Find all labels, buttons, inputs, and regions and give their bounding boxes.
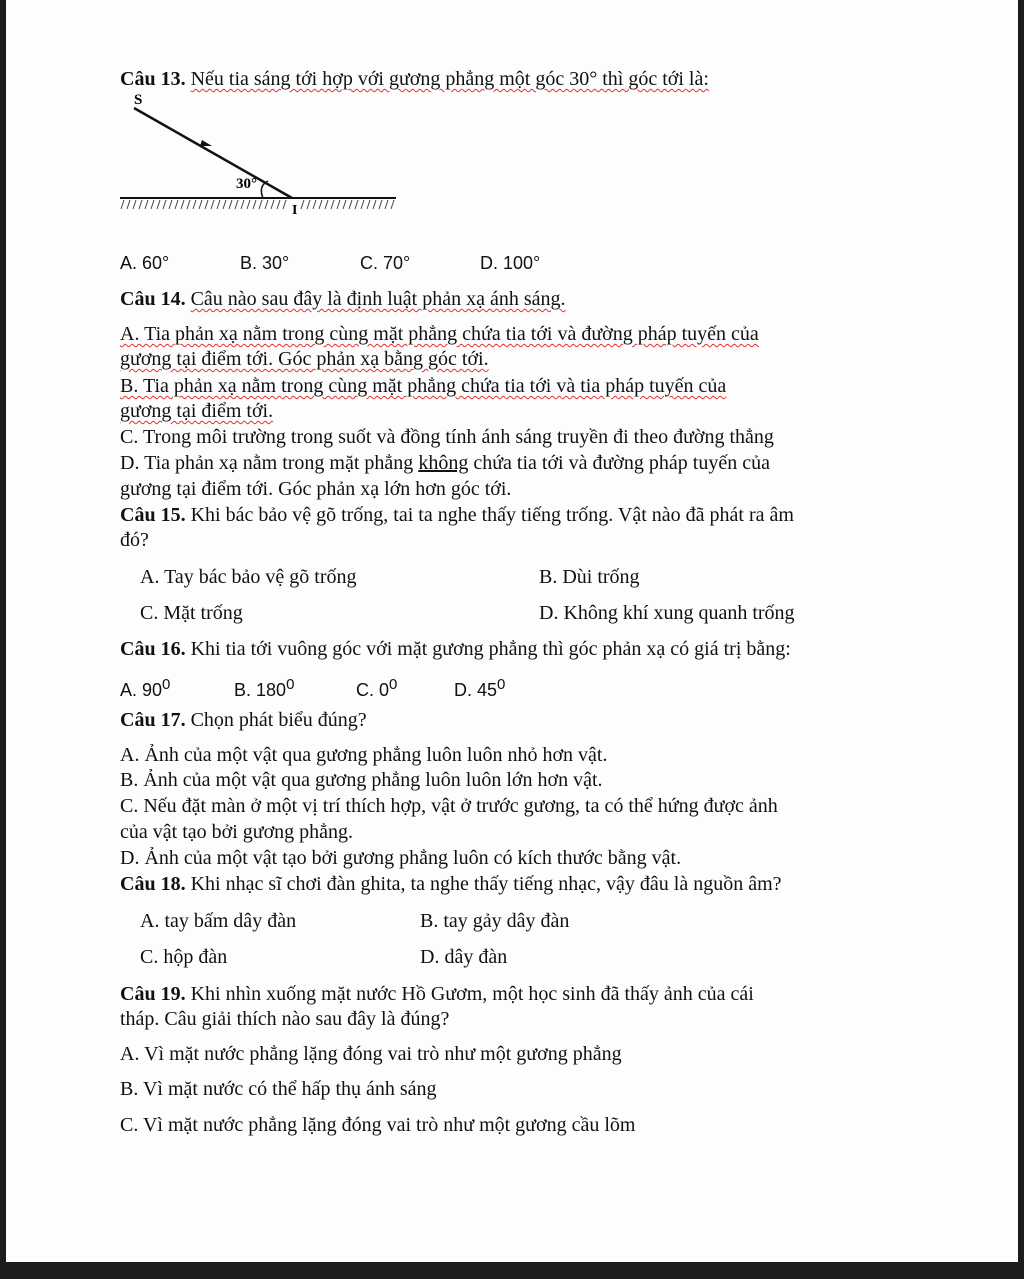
q16-b-label: B.: [234, 680, 257, 700]
ray-label-s: S: [134, 92, 143, 108]
q14-number: Câu 14.: [120, 288, 186, 310]
q17-option-c-line1[interactable]: C. Nếu đặt màn ở một vị trí thích hợp, vật ở trước gương, ta có thể hứng được ảnh: [120, 795, 778, 817]
q15-stem-line2: đó?: [120, 529, 149, 551]
q16-b-degree: 0: [286, 676, 295, 693]
q18-text: Khi nhạc sĩ chơi đàn ghita, ta nghe thấy tiếng nhạc, vậy đâu là nguồn âm?: [190, 873, 782, 895]
angle-label: 30°: [236, 176, 257, 192]
q15-option-d[interactable]: D. Không khí xung quanh trống: [539, 602, 795, 624]
q19-text: Khi nhìn xuống mặt nước Hồ Gươm, một học sinh đã thấy ảnh của cái: [190, 983, 754, 1005]
q13-option-b[interactable]: B. 30°: [240, 253, 290, 273]
q15-option-c[interactable]: C. Mặt trống: [140, 602, 243, 624]
q14-d-underlined: không: [418, 452, 469, 474]
q16-b-value: 180: [256, 680, 287, 700]
q19-number: Câu 19.: [120, 983, 186, 1005]
q14-option-b-line2[interactable]: gương tại điểm tới.: [120, 400, 274, 422]
q14-option-c[interactable]: C. Trong môi trường trong suốt và đồng tính ánh sáng truyền đi theo đường thẳng: [120, 426, 774, 448]
point-label-i: I: [292, 203, 298, 218]
q14-option-a-line2[interactable]: gương tại điểm tới. Góc phản xạ bằng góc tới.: [120, 348, 489, 370]
q14-d-text-post: chứa tia tới và đường pháp tuyến của: [468, 452, 770, 474]
q17-option-c-line2[interactable]: của vật tạo bởi gương phẳng.: [120, 821, 354, 843]
q15-option-a[interactable]: A. Tay bác bảo vệ gõ trống: [140, 566, 357, 588]
q19-stem-line2: tháp. Câu giải thích nào sau đây là đúng?: [120, 1008, 450, 1030]
q16-option-b[interactable]: [234, 673, 294, 702]
q15-option-b[interactable]: B. Dùi trống: [539, 566, 640, 588]
q16-option-d[interactable]: [454, 673, 505, 702]
q14-option-d-line2[interactable]: gương tại điểm tới. Góc phản xạ lớn hơn góc tới.: [120, 478, 512, 500]
q19-stem-line1: [120, 982, 754, 1006]
q16-number: Câu 16.: [120, 638, 186, 660]
q16-c-degree: 0: [389, 676, 398, 693]
q13-option-d[interactable]: D. 100°: [480, 253, 541, 273]
q14-option-b-line1[interactable]: B. Tia phản xạ nằm trong cùng mặt phẳng chứa tia tới và tia pháp tuyến của: [120, 375, 727, 397]
incident-ray: [134, 108, 292, 198]
q18-option-d[interactable]: D. dây đàn: [420, 946, 508, 968]
q19-option-a[interactable]: A. Vì mặt nước phẳng lặng đóng vai trò như một gương phẳng: [120, 1043, 622, 1065]
q17-option-d[interactable]: D. Ảnh của một vật tạo bởi gương phẳng luôn có kích thước bằng vật.: [120, 847, 682, 869]
q16-c-value: 0: [379, 680, 390, 700]
q15-stem-line1: [120, 503, 794, 527]
q17-option-a[interactable]: A. Ảnh của một vật qua gương phẳng luôn luôn nhỏ hơn vật.: [120, 744, 608, 766]
q14-option-a-line1[interactable]: A. Tia phản xạ nằm trong cùng mặt phẳng chứa tia tới và đường pháp tuyến của: [120, 323, 759, 345]
q16-d-label: D.: [454, 680, 478, 700]
q16-option-a[interactable]: [120, 673, 170, 702]
q16-a-label: A.: [120, 680, 143, 700]
q16-c-label: C.: [356, 680, 380, 700]
q18-option-c[interactable]: C. hộp đàn: [140, 946, 228, 968]
q14-option-d-line1[interactable]: [120, 451, 770, 475]
q14-text: Câu nào sau đây là định luật phản xạ ánh sáng.: [190, 288, 566, 310]
q13-option-c[interactable]: C. 70°: [360, 253, 411, 273]
q19-option-c[interactable]: C. Vì mặt nước phẳng lặng đóng vai trò như một gương cầu lõm: [120, 1114, 636, 1136]
mirror-hatching: [121, 200, 394, 209]
q17-option-b[interactable]: B. Ảnh của một vật qua gương phẳng luôn luôn lớn hơn vật.: [120, 769, 603, 791]
q17-number: Câu 17.: [120, 709, 186, 731]
q18-option-b[interactable]: B. tay gảy dây đàn: [420, 910, 570, 932]
q13-option-a[interactable]: A. 60°: [120, 253, 170, 273]
q16-a-value: 90: [142, 680, 163, 700]
mirror-reflection-diagram: [116, 88, 406, 220]
q15-text: Khi bác bảo vệ gõ trống, tai ta nghe thấy tiếng trống. Vật nào đã phát ra âm: [190, 504, 794, 526]
q16-d-value: 45: [477, 680, 498, 700]
q14-d-text-pre: D. Tia phản xạ nằm trong mặt phẳng: [120, 452, 419, 474]
exam-page: [6, 0, 1018, 1262]
q17-stem: [120, 708, 367, 732]
q19-option-b[interactable]: B. Vì mặt nước có thể hấp thụ ánh sáng: [120, 1078, 437, 1100]
q14-stem: [120, 287, 565, 311]
q18-stem: [120, 872, 782, 896]
ray-arrow-icon: [200, 140, 212, 146]
q18-option-a[interactable]: A. tay bấm dây đàn: [140, 910, 297, 932]
q16-a-degree: 0: [162, 676, 171, 693]
q16-stem: [120, 637, 791, 661]
q16-d-degree: 0: [497, 676, 506, 693]
q16-option-c[interactable]: [356, 673, 397, 702]
q13-text: Nếu tia sáng tới hợp với gương phẳng một góc 30° thì góc tới là:: [190, 68, 709, 90]
q13-number: Câu 13.: [120, 68, 186, 90]
q17-text: Chọn phát biểu đúng?: [190, 709, 367, 731]
q18-number: Câu 18.: [120, 873, 186, 895]
q16-text: Khi tia tới vuông góc với mặt gương phẳng thì góc phản xạ có giá trị bằng:: [190, 638, 791, 660]
q15-number: Câu 15.: [120, 504, 186, 526]
